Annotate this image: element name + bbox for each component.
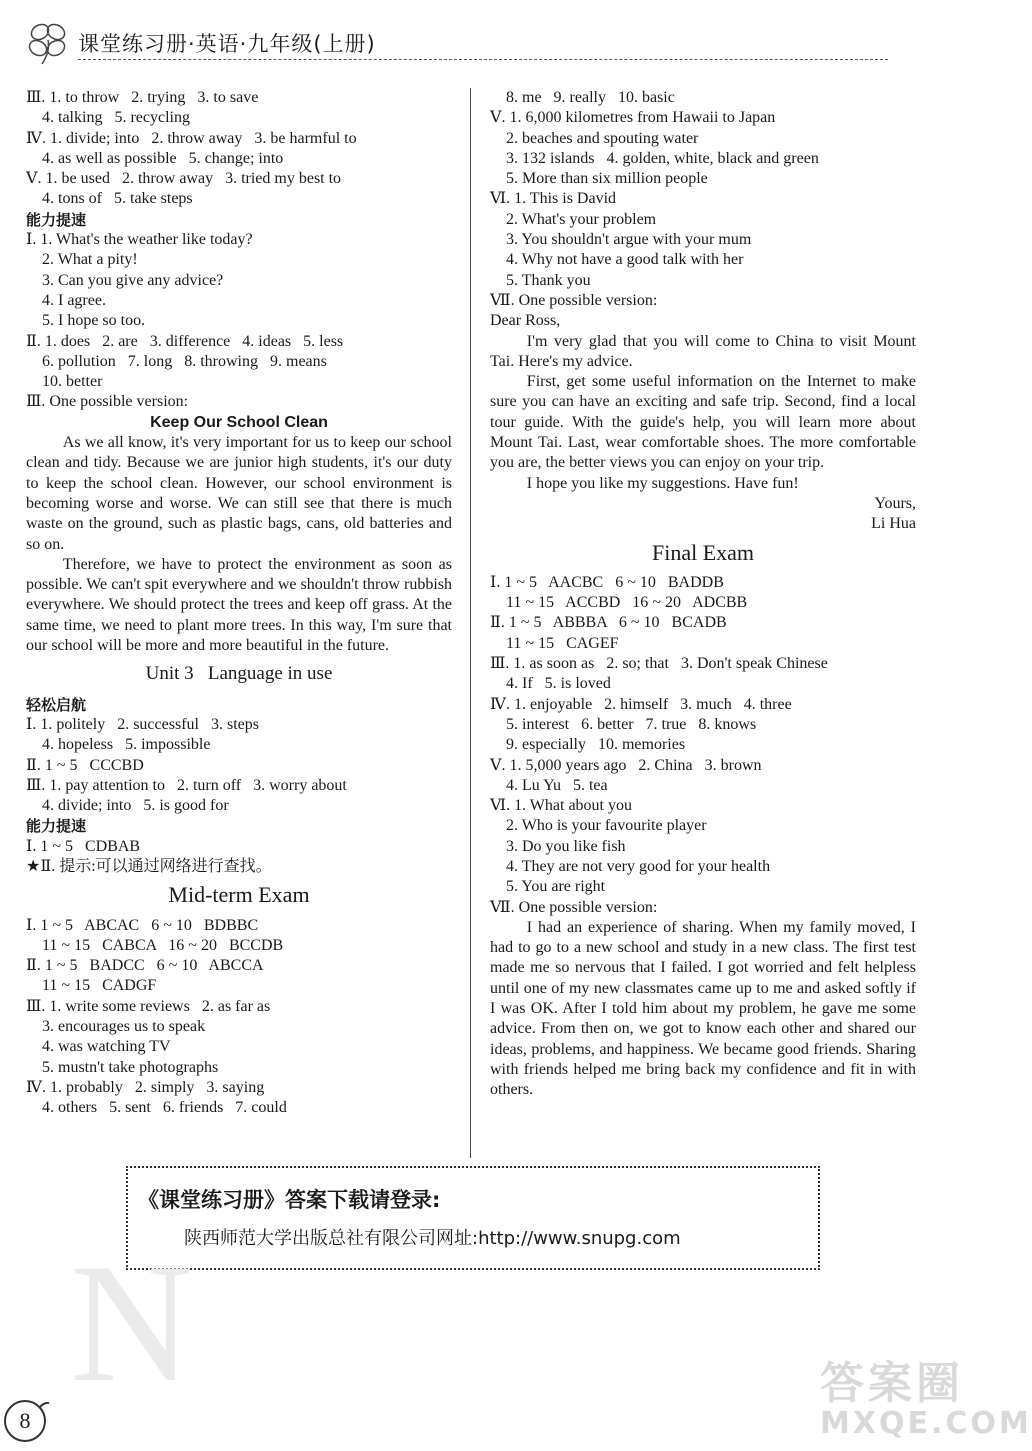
answer-line: Ⅳ. 1. probably 2. simply 3. saying bbox=[26, 1078, 265, 1096]
answer-line: Ⅰ. 1 ~ 5 CDBAB bbox=[26, 837, 141, 855]
answer-line: 6. pollution 7. long 8. throwing 9. means bbox=[26, 352, 327, 370]
section-heading: 能力提速 bbox=[26, 210, 87, 229]
answer-line: 3. 132 islands 4. golden, white, black and green bbox=[490, 149, 819, 167]
left-column bbox=[26, 88, 452, 1119]
answer-line: Ⅵ. 1. What about you bbox=[490, 797, 632, 815]
passage-paragraph: I had an experience of sharing. When my family moved, I had to go to a new school and study in a new class. The first test made me so nervous that I failed. I got worried and felt helpless until one of my new classmates came up to me and asked softly if I was OK. After I told him about my problem, he gave me some advice. From then on, we got to know each other and shared our ideas, problems, and happiness. We became good friends. Sharing with friends helped me bring back my confidence and fit in with others. bbox=[490, 918, 916, 1099]
passage-paragraph: Therefore, we have to protect the environment as soon as possible. We can't spit everywhere and we shouldn't throw rubbish everywhere. We should protect the trees and keep off grass. At the same time, we need to plant more trees. In this way, I'm sure that our school will be more and more beautiful in the future. bbox=[26, 555, 452, 655]
column-divider bbox=[470, 88, 471, 1158]
answer-line: Ⅱ. 1 ~ 5 ABBBA 6 ~ 10 BCADB bbox=[490, 614, 727, 632]
answer-line: Ⅲ. 1. pay attention to 2. turn off 3. worry about bbox=[26, 776, 347, 794]
answer-line: Ⅵ. 1. This is David bbox=[490, 190, 617, 208]
answer-line: 3. Can you give any advice? bbox=[26, 271, 224, 289]
answer-line: 3. You shouldn't argue with your mum bbox=[490, 231, 752, 249]
answer-line: Ⅰ. 1. politely 2. successful 3. steps bbox=[26, 715, 259, 733]
answer-line: Dear Ross, bbox=[490, 312, 561, 330]
banner-website: 陕西师范大学出版总社有限公司网址:http://www.snupg.com bbox=[184, 1228, 681, 1249]
page-header bbox=[20, 18, 890, 68]
section-heading: 能力提速 bbox=[26, 817, 87, 836]
answer-line: 2. beaches and spouting water bbox=[490, 129, 699, 147]
answer-line: 4. They are not very good for your health bbox=[490, 857, 771, 875]
answer-line: Ⅴ. 1. 6,000 kilometres from Hawaii to Japan bbox=[490, 109, 776, 127]
answer-line: 4. Why not have a good talk with her bbox=[490, 251, 744, 269]
clover-icon bbox=[20, 18, 76, 66]
letter-signoff: Yours, bbox=[874, 494, 916, 512]
answer-line: Ⅲ. 1. to throw 2. trying 3. to save bbox=[26, 89, 259, 106]
answer-line: Ⅳ. 1. divide; into 2. throw away 3. be harmful to bbox=[26, 129, 357, 147]
header-rule bbox=[78, 59, 888, 60]
answer-line: 11 ~ 15 CABCA 16 ~ 20 BCCDB bbox=[26, 936, 284, 954]
answer-line: 5. interest 6. better 7. true 8. knows bbox=[490, 715, 757, 733]
answer-line: 4. was watching TV bbox=[26, 1038, 171, 1056]
answer-line: Ⅰ. 1 ~ 5 AACBC 6 ~ 10 BADDB bbox=[490, 573, 724, 591]
answer-line: 9. especially 10. memories bbox=[490, 736, 686, 754]
answer-line: Ⅲ. One possible version: bbox=[26, 393, 189, 411]
answer-line: Ⅴ. 1. be used 2. throw away 3. tried my best to bbox=[26, 170, 342, 188]
answer-line: 2. What's your problem bbox=[490, 210, 657, 228]
answer-line: 11 ~ 15 CADGF bbox=[26, 977, 157, 995]
answer-line: Ⅰ. 1 ~ 5 ABCAC 6 ~ 10 BDBBC bbox=[26, 916, 259, 934]
page-number: 8 bbox=[4, 1400, 46, 1442]
answer-line: 4. hopeless 5. impossible bbox=[26, 736, 211, 754]
answer-line: 10. better bbox=[26, 373, 103, 391]
passage-title: Keep Our School Clean bbox=[150, 413, 328, 431]
exam-title: Final Exam bbox=[651, 539, 755, 565]
section-heading: 轻松启航 bbox=[26, 695, 87, 714]
decorative-letter: N bbox=[70, 1229, 193, 1417]
passage-paragraph: I'm very glad that you will come to China to visit Mount Tai. Here's my advice. bbox=[490, 332, 916, 370]
answer-line: 11 ~ 15 ACCBD 16 ~ 20 ADCBB bbox=[490, 594, 748, 612]
header-title: 课堂练习册·英语·九年级(上册) bbox=[78, 32, 376, 56]
answer-line: Ⅱ. 1 ~ 5 CCCBD bbox=[26, 756, 144, 774]
answer-line: 3. encourages us to speak bbox=[26, 1018, 206, 1036]
answer-line: Ⅶ. One possible version: bbox=[490, 291, 658, 309]
answer-line: Ⅲ. 1. write some reviews 2. as far as bbox=[26, 997, 271, 1015]
answer-line: Ⅲ. 1. as soon as 2. so; that 3. Don't speak Chinese bbox=[490, 655, 828, 673]
page-number-swirl-icon bbox=[38, 1400, 50, 1410]
answer-line: 4. I agree. bbox=[26, 291, 106, 309]
download-banner bbox=[126, 1166, 820, 1270]
unit-title: Unit 3 Language in use bbox=[145, 663, 333, 685]
answer-line: 2. Who is your favourite player bbox=[490, 817, 707, 835]
answer-line: 5. More than six million people bbox=[490, 170, 708, 188]
answer-line: 3. Do you like fish bbox=[490, 837, 626, 855]
answer-line: 4. Lu Yu 5. tea bbox=[490, 776, 608, 794]
answer-line: 4. talking 5. recycling bbox=[26, 109, 190, 127]
watermark-logo-text: 答案圈 bbox=[820, 1358, 964, 1409]
answer-line: Ⅱ. 1. does 2. are 3. difference 4. ideas 5. less bbox=[26, 332, 344, 350]
answer-line: Ⅶ. One possible version: bbox=[490, 898, 658, 916]
letter-signoff: Li Hua bbox=[871, 515, 916, 533]
answer-line: 4. as well as possible 5. change; into bbox=[26, 149, 284, 167]
answer-line: 8. me 9. really 10. basic bbox=[490, 89, 675, 106]
answer-line: 5. You are right bbox=[490, 878, 606, 896]
passage-paragraph: As we all know, it's very important for us to keep our school clean and tidy. Because we are junior high students, it's our duty to keep the school clean. However, our school environment is becoming worse and worse. We can still see that there is much waste on the ground, such as plastic bags, cans, old batteries and so on. bbox=[26, 434, 452, 553]
answer-line: 5. I hope so too. bbox=[26, 312, 146, 330]
answer-line: 11 ~ 15 CAGEF bbox=[490, 634, 619, 652]
answer-line: ★Ⅱ. 提示:可以通过网络进行查找。 bbox=[26, 857, 272, 875]
answer-line: Ⅰ. 1. What's the weather like today? bbox=[26, 231, 253, 249]
answer-line: 2. What a pity! bbox=[26, 251, 138, 269]
watermark-url: MXQE.COM bbox=[820, 1406, 1032, 1441]
answer-line: 4. others 5. sent 6. friends 7. could bbox=[26, 1099, 287, 1117]
answer-line: 4. divide; into 5. is good for bbox=[26, 797, 229, 815]
passage-paragraph: First, get some useful information on the Internet to make sure you can have an exciting and safe trip. Second, find a local tour guide. With the guide's help, you will learn more about Mount Tai. Last, wear comfortable shoes. The more comfortable you are, the better views you can enjoy on your trip. bbox=[490, 373, 916, 472]
answer-line: 5. Thank you bbox=[490, 271, 591, 289]
answer-line: 4. tons of 5. take steps bbox=[26, 190, 193, 208]
banner-title: 《课堂练习册》答案下载请登录: bbox=[138, 1188, 441, 1212]
answer-line: Ⅳ. 1. enjoyable 2. himself 3. much 4. three bbox=[490, 695, 792, 713]
exam-title: Mid-term Exam bbox=[168, 882, 310, 908]
watermark bbox=[820, 1358, 1032, 1445]
answer-line: Ⅴ. 1. 5,000 years ago 2. China 3. brown bbox=[490, 756, 762, 774]
answer-line: Ⅱ. 1 ~ 5 BADCC 6 ~ 10 ABCCA bbox=[26, 957, 264, 975]
answer-line: 4. If 5. is loved bbox=[490, 675, 611, 693]
passage-paragraph: I hope you like my suggestions. Have fun! bbox=[526, 474, 799, 492]
right-column bbox=[490, 88, 916, 1101]
answer-line: 5. mustn't take photographs bbox=[26, 1058, 219, 1076]
